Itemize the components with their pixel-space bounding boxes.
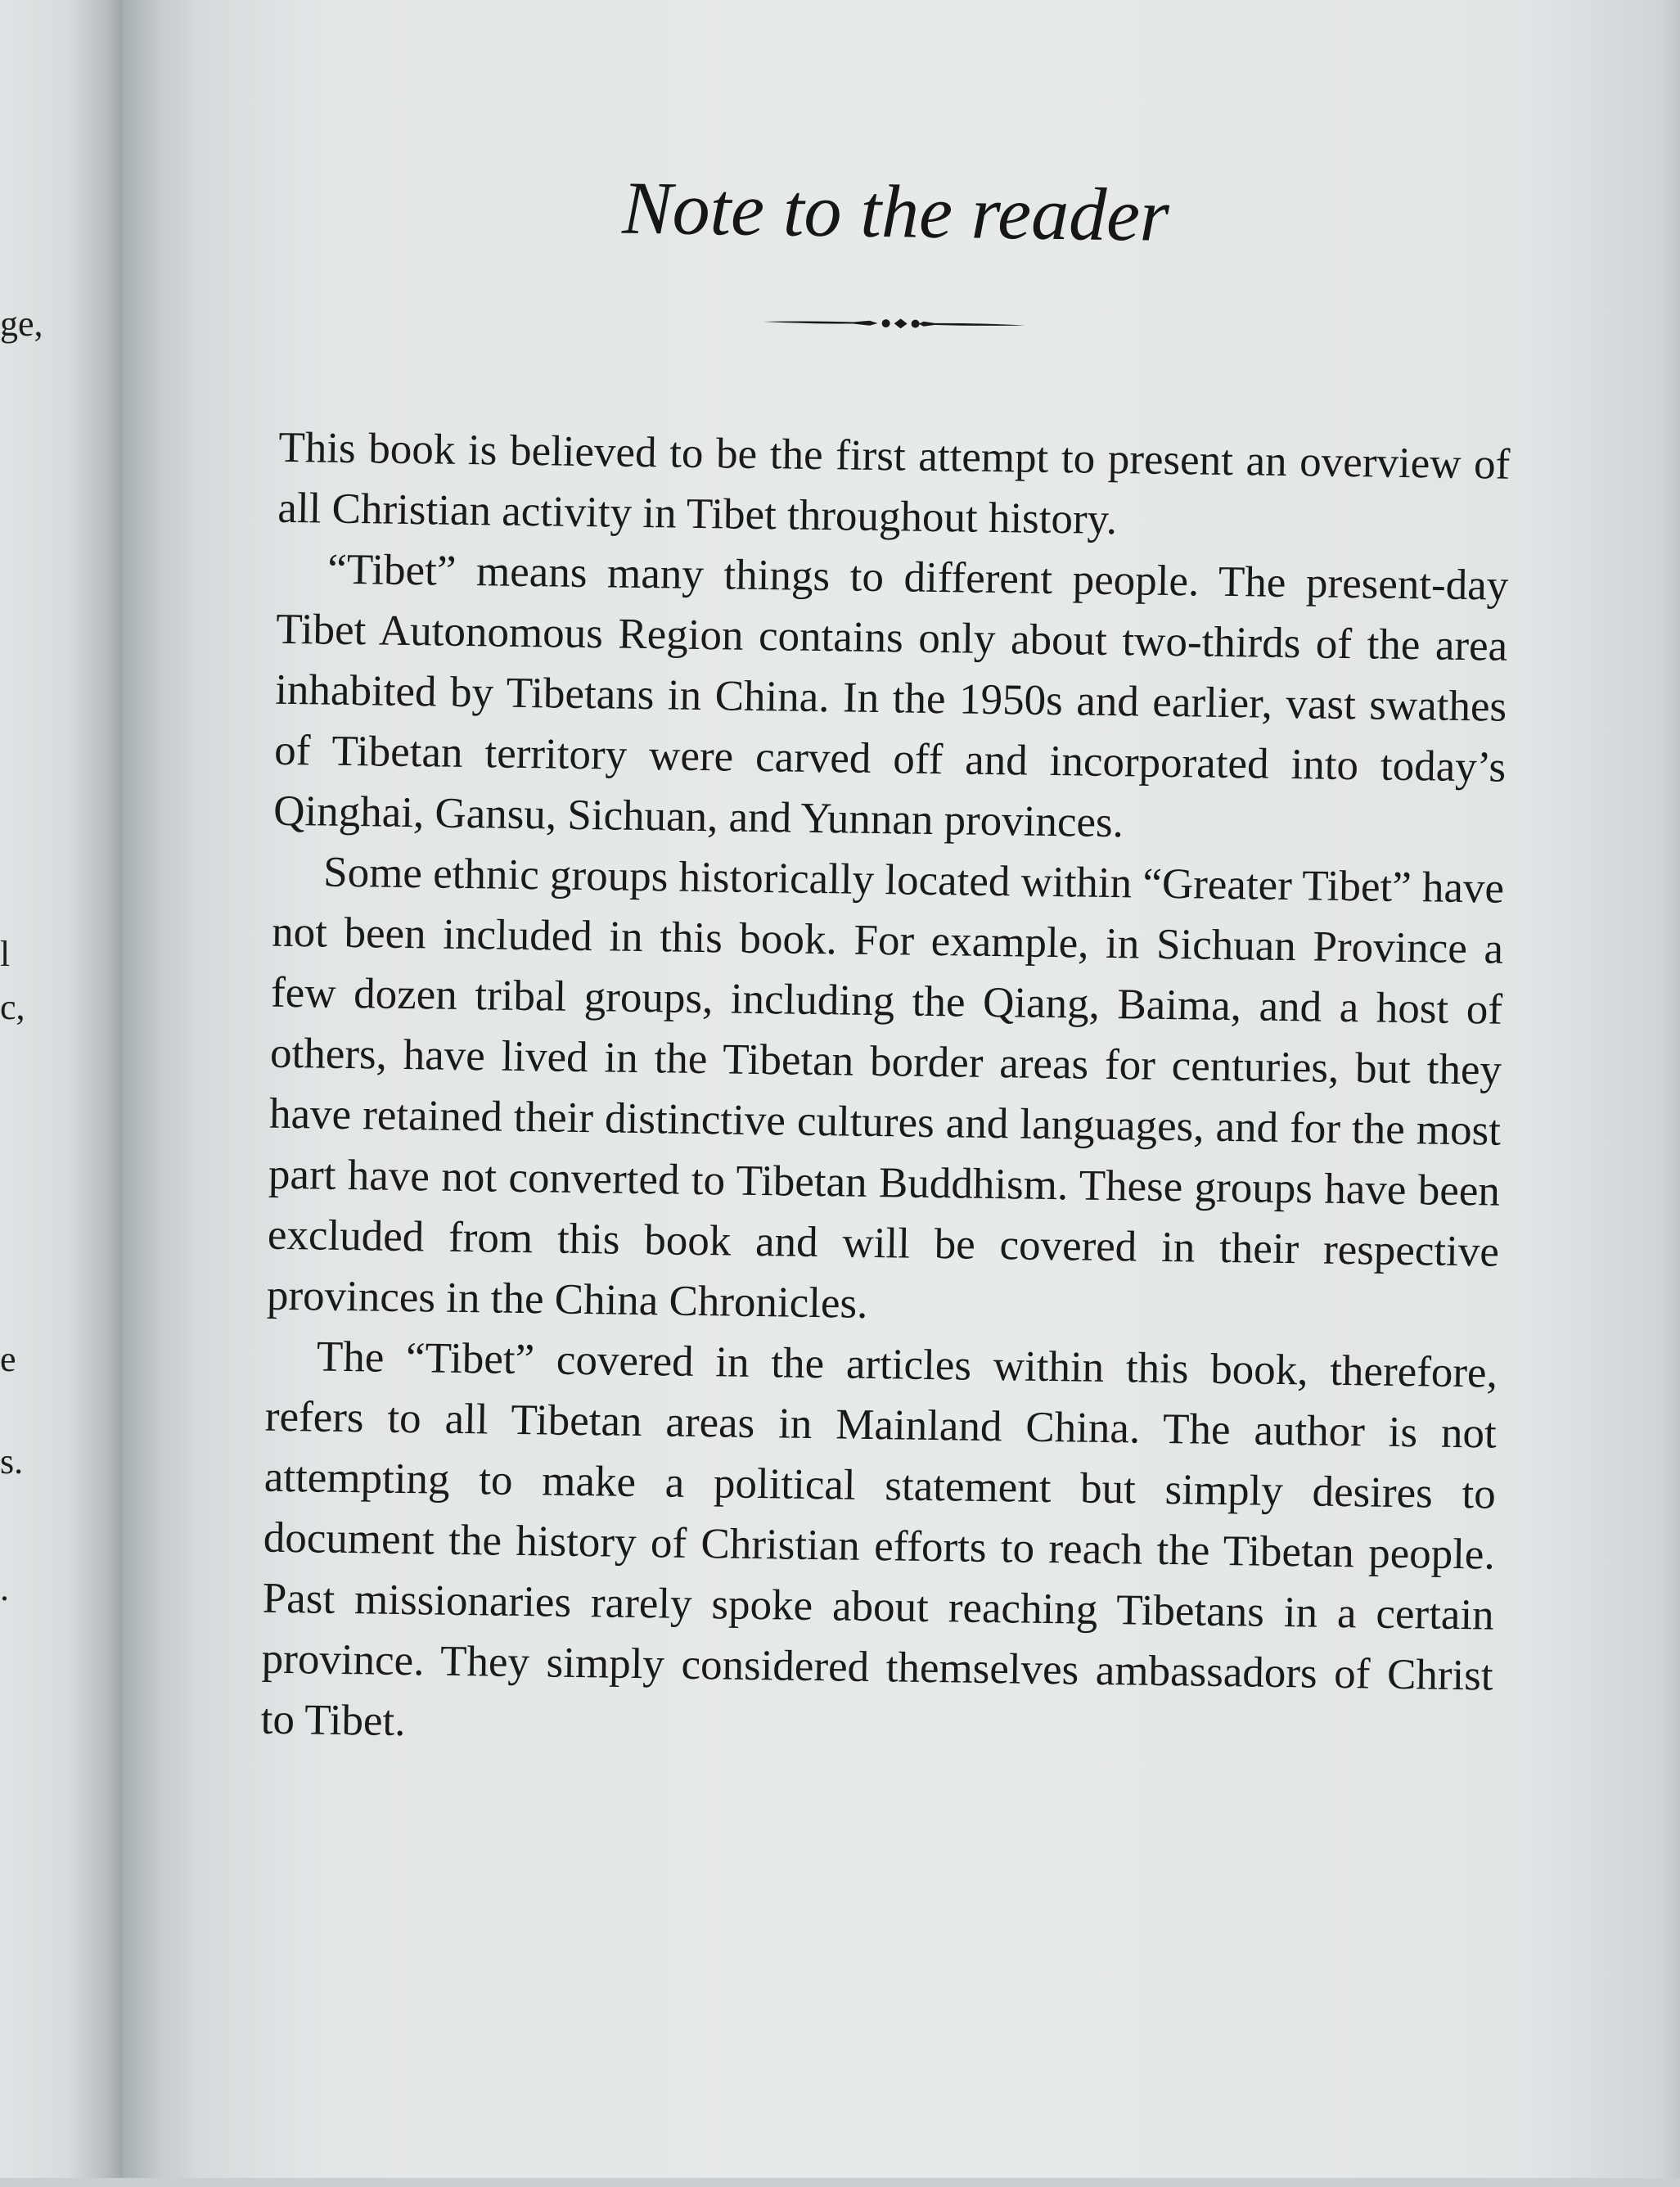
facing-page-fragment: c,	[0, 987, 25, 1027]
paragraph: The “Tibet” covered in the articles within this book, therefore, refers to all Tibetan areas in Mainland China. The author is not attempting to make a political statement but simply desires to document the history of Christian efforts to reach the Tibetan people. Past missionaries rarely spoke about reaching Tibetans in a certain province. They simply considered themselves ambassadors of Christ to Tibet.	[260, 1332, 1498, 1746]
body-text	[260, 417, 1511, 1767]
flourish-divider-icon	[763, 309, 1025, 337]
page-title: Note to the reader	[621, 165, 1170, 257]
facing-page-fragment: l	[0, 934, 11, 974]
paragraph: This book is believed to be the first attempt to present an overview of all Christian activity in Tibet throughout history.	[277, 423, 1511, 544]
facing-page-fragment: .	[0, 1568, 9, 1608]
paragraph: Some ethnic groups historically located within “Greater Tibet” have not been included in this book. For example, in Sichuan Province a few dozen tribal groups, including the Qiang, Baima, and a host of others, have lived in the Tibetan border areas for centuries, but they have retained their distinctive cultures and languages, and for the most part have not converted to Tibetan Buddhism. These groups have been excluded from this book and will be covered in their respective provinces in the China Chronicles.	[266, 848, 1505, 1328]
facing-page-fragment: ge,	[0, 304, 43, 344]
paragraph: “Tibet” means many things to different people. The present-day Tibet Autonomous Region contains only about two-thirds of the area inhabited by Tibetans in China. In the 1950s and earlier, vast swathes of Tibetan territory were carved off and incorporated into today’s Qinghai, Gansu, Sichuan, and Yunnan provinces.	[272, 545, 1509, 847]
page-content	[222, 0, 1545, 2187]
facing-page	[0, 0, 123, 2178]
facing-page-fragment: s.	[0, 1441, 24, 1481]
page-edge	[1661, 0, 1680, 2178]
facing-page-fragment: e	[0, 1339, 16, 1379]
